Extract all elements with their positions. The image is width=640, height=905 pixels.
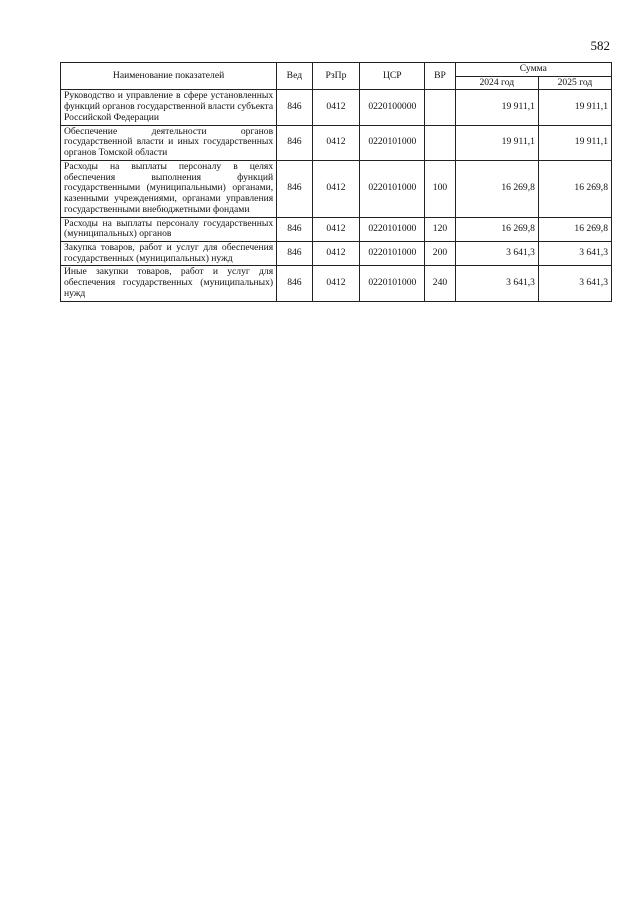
- row-ved: 846: [277, 160, 313, 217]
- row-sum-2025: 19 911,1: [538, 90, 611, 125]
- header-ved: Вед: [277, 63, 313, 90]
- row-vr: 240: [425, 266, 455, 301]
- row-vr: 120: [425, 217, 455, 241]
- header-name: Наименование показателей: [61, 63, 277, 90]
- header-year-2024: 2024 год: [455, 76, 538, 90]
- row-ved: 846: [277, 242, 313, 266]
- page-number: 582: [590, 38, 610, 53]
- row-ved: 846: [277, 125, 313, 160]
- row-name: Закупка товаров, работ и услуг для обеспечения государственных (муниципальных) нужд: [61, 242, 277, 266]
- row-sum-2025: 19 911,1: [538, 125, 611, 160]
- row-ved: 846: [277, 217, 313, 241]
- row-name: Обеспечение деятельности органов государственной власти и иных государственных органов Томской области: [61, 125, 277, 160]
- row-rzpr: 0412: [312, 266, 360, 301]
- table-row: [61, 217, 612, 241]
- row-ved: 846: [277, 90, 313, 125]
- row-rzpr: 0412: [312, 90, 360, 125]
- table-row: [61, 125, 612, 160]
- row-sum-2024: 3 641,3: [455, 266, 538, 301]
- row-vr: 100: [425, 160, 455, 217]
- table-row: [61, 160, 612, 217]
- row-sum-2025: 3 641,3: [538, 266, 611, 301]
- row-vr: [425, 90, 455, 125]
- row-csr: 0220101000: [360, 266, 425, 301]
- header-vr: ВР: [425, 63, 455, 90]
- row-rzpr: 0412: [312, 160, 360, 217]
- row-csr: 0220100000: [360, 90, 425, 125]
- table-row: [61, 90, 612, 125]
- table-header-row: [61, 63, 612, 77]
- row-sum-2024: 3 641,3: [455, 242, 538, 266]
- row-sum-2024: 19 911,1: [455, 125, 538, 160]
- row-name: Расходы на выплаты персоналу в целях обеспечения выполнения функций государственными (муниципальными) органами, казенными учреждениями, органами управления государственными внебюджетными фондами: [61, 160, 277, 217]
- header-csr: ЦСР: [360, 63, 425, 90]
- row-csr: 0220101000: [360, 160, 425, 217]
- row-csr: 0220101000: [360, 242, 425, 266]
- header-sum: Сумма: [455, 63, 611, 77]
- row-sum-2024: 16 269,8: [455, 217, 538, 241]
- row-sum-2025: 16 269,8: [538, 217, 611, 241]
- row-csr: 0220101000: [360, 217, 425, 241]
- row-sum-2024: 16 269,8: [455, 160, 538, 217]
- row-name: Иные закупки товаров, работ и услуг для обеспечения государственных (муниципальных) нужд: [61, 266, 277, 301]
- row-sum-2025: 3 641,3: [538, 242, 611, 266]
- row-name: Расходы на выплаты персоналу государственных (муниципальных) органов: [61, 217, 277, 241]
- header-rzpr: РзПр: [312, 63, 360, 90]
- row-rzpr: 0412: [312, 217, 360, 241]
- table-row: [61, 242, 612, 266]
- table-row: [61, 266, 612, 301]
- row-rzpr: 0412: [312, 125, 360, 160]
- header-year-2025: 2025 год: [538, 76, 611, 90]
- row-csr: 0220101000: [360, 125, 425, 160]
- row-vr: [425, 125, 455, 160]
- row-sum-2024: 19 911,1: [455, 90, 538, 125]
- row-ved: 846: [277, 266, 313, 301]
- row-vr: 200: [425, 242, 455, 266]
- row-sum-2025: 16 269,8: [538, 160, 611, 217]
- row-rzpr: 0412: [312, 242, 360, 266]
- budget-table: [60, 62, 612, 302]
- row-name: Руководство и управление в сфере установленных функций органов государственной власти субъекта Российской Федерации: [61, 90, 277, 125]
